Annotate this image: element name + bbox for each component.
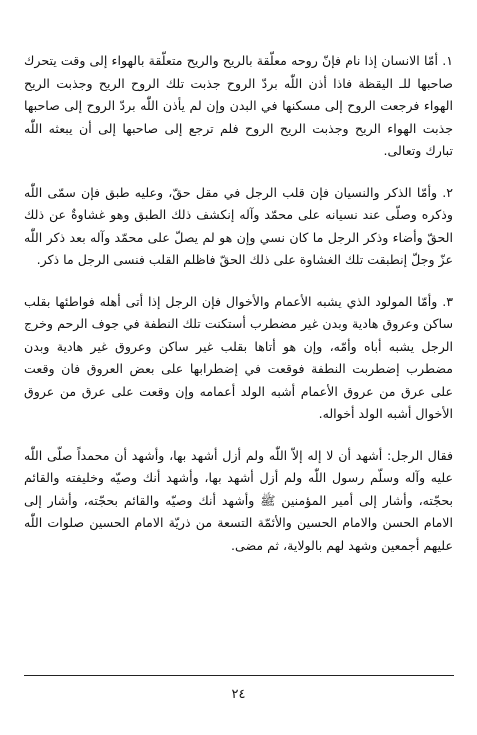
footer-divider bbox=[24, 675, 454, 676]
paragraph-2: ٢. وأمّا الذكر والنسيان فإن قلب الرجل في مقل حقّ، وعليه طبق فإن سمّى اللّٰه وذكره وصلّى عند نسيانه على محمّد وآله إنكشف ذلك الطبق وهو غشاوةٌ عن ذلك الحقّ وأضاء وذكر الرجل ما كان نسي وإن هو لم يصلّ على محمّد وآله بعد ذكر اللّٰه عزّ وجلّ إنطبقت تلك الغشاوة على ذلك الحقّ فاظلم القلب فنسى الرجل ما ذكر. bbox=[24, 184, 453, 267]
page-number: ٢٤ bbox=[231, 687, 246, 702]
paragraph-4: فقال الرجل: أشهد أن لا إله إلاّ اللّٰه ولم أزل أشهد بها، وأشهد أن محمداً صلّى اللّٰه عليه وآله وسلّم رسول اللّٰه ولم أزل أشهد بها، وأشهد أنك وصيّه وخليفته والقائم بحجّته، وأشار إلى أمير المؤمنين ﷺ وأشهد أنك وصيّه والقائم بحجّته، وأشار إلى الامام الحسن والامام الحسين والأئمّة التسعة من ذريّة الامام الحسين صلوات اللّٰه عليهم أجمعين وشهد لهم بالولاية، ثم مضى. bbox=[24, 447, 453, 553]
page-body bbox=[24, 50, 453, 576]
paragraph-1: ١. أمّا الانسان إذا نام فإنّ روحه معلّقة بالريح والريح متعلّقة بالهواء إلى وقت يتحرك صاحبها للـ اليقظة فاذا أذن اللّٰه بردّ الروح جذبت تلك الروح الريح وجذبت الريح الهواء فرجعت الروح إلى مسكنها في البدن وإن لم يأذن اللّٰه بردّ الروح إلى صاحبها جذبت الهواء الريح وجذبت الريح الروح فلم ترجع إلى صاحبها إلى أن يبعثه اللّٰه تبارك وتعالى. bbox=[24, 53, 453, 158]
paragraph-3: ٣. وأمّا المولود الذي يشبه الأعمام والأخوال فإن الرجل إذا أتى أهله فواطئها بقلب ساكن وعروق هادية وبدن غير مضطرب أستكنت تلك النطفة في جوف الرحم وخرج الرجل يشبه أباه وأمّه، وإن هو أتاها بقلب غير ساكن وعروق غير هادية وبدن مضطرب إضطربت النطفة فوقعت في إضطرابها على بعض العروق فان وقعت على عرق من عروق الأعمام أشبه الولد أعمامه وإن وقعت على عرق من عروق الأخوال أشبه الولد أخواله. bbox=[24, 293, 453, 421]
